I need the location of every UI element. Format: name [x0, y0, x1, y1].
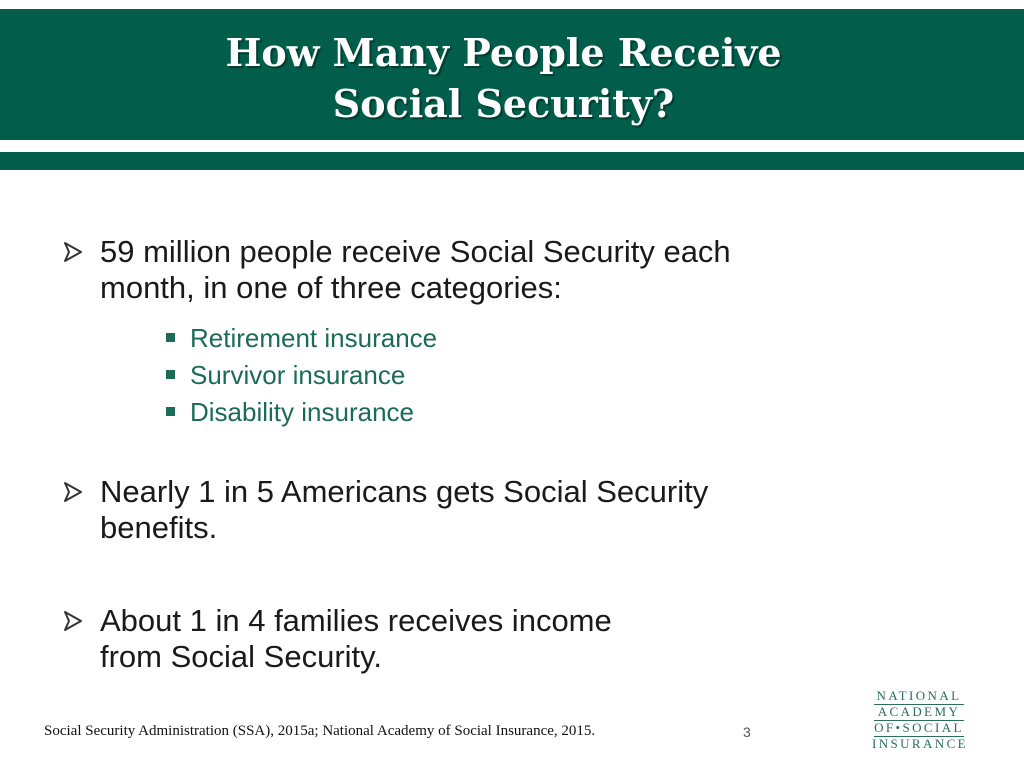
bullet-item — [100, 603, 740, 675]
title-banner — [0, 9, 1024, 140]
bullet-text-line: benefits. — [100, 510, 218, 545]
bullet-item — [100, 234, 860, 306]
arrow-bullet-icon — [62, 610, 84, 632]
sub-item-survivor: Survivor insurance — [190, 360, 406, 390]
logo-text-line: OF•SOCIAL — [874, 720, 964, 735]
sub-item-disability: Disability insurance — [190, 397, 414, 427]
bullet-text-line: month, in one of three categories: — [100, 270, 562, 305]
bullet-text-line: About 1 in 4 families receives income — [100, 603, 612, 638]
slide-title — [0, 27, 1007, 129]
arrow-bullet-icon — [62, 241, 84, 263]
source-citation: Social Security Administration (SSA), 2015a; National Academy of Social Insurance, 2015. — [44, 723, 596, 739]
sub-item-retirement: Retirement insurance — [190, 323, 438, 353]
arrow-bullet-icon — [62, 481, 84, 503]
bullet-text-line: 59 million people receive Social Security each — [100, 234, 731, 269]
nasi-logo — [872, 688, 966, 754]
bullet-item — [100, 474, 860, 546]
square-bullet-icon — [166, 407, 175, 416]
bullet-text-line: from Social Security. — [100, 639, 382, 674]
square-bullet-icon — [166, 333, 175, 342]
logo-text-line: INSURANCE — [872, 736, 968, 751]
header-stripe — [0, 152, 1024, 170]
slide-title-line2: Social Security? — [332, 81, 675, 126]
square-bullet-icon — [166, 370, 175, 379]
logo-text-line: NATIONAL — [876, 688, 962, 703]
page-number: 3 — [743, 724, 751, 740]
bullet-text-line: Nearly 1 in 5 Americans gets Social Security — [100, 474, 709, 509]
slide-title-line1: How Many People Receive — [225, 30, 782, 75]
logo-text-line: ACADEMY — [877, 704, 961, 719]
